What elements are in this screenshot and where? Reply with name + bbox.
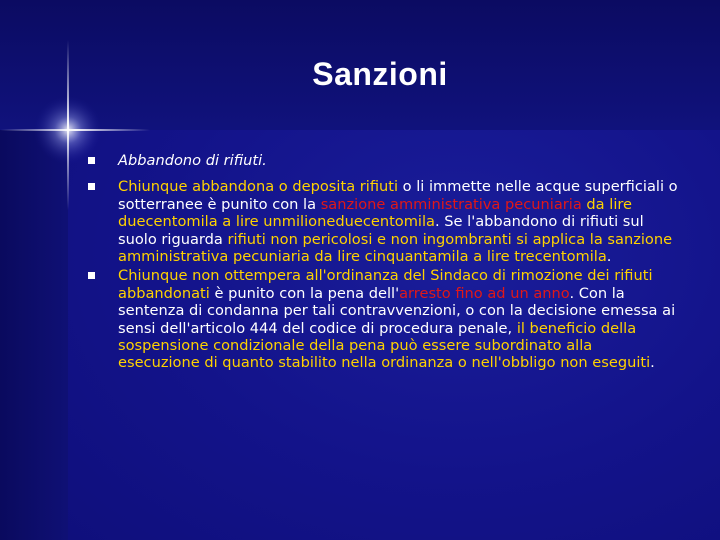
bullet-text-segment: o li immette nelle acque superficiali o sotterranee è punito con la xyxy=(118,178,678,213)
square-bullet-icon xyxy=(88,157,95,164)
bullet-text-segment: . xyxy=(650,354,655,372)
bullet-item xyxy=(88,178,678,265)
bullet-text-segment: è punito con la pena dell' xyxy=(209,284,400,302)
bullet-text-segment: . Con la sentenza di condanna per tali contravvenzioni, o con la decisione emessa ai sensi dell'articolo 444 del codice di procedura penale, xyxy=(118,284,676,337)
bullet-item xyxy=(88,267,678,371)
bullet-item xyxy=(88,152,678,169)
square-bullet-icon xyxy=(88,272,95,279)
bullet-text-segment: sanzione amministrativa pecuniaria xyxy=(320,195,582,213)
bullet-text-segment: Chiunque non ottempera all'ordinanza del Sindaco di rimozione dei rifiuti abbandonati xyxy=(118,267,653,302)
bullet-list xyxy=(88,152,678,374)
bullet-text-segment: rifiuti non pericolosi e non ingombranti si applica la sanzione amministrativa pecuniaria da lire cinquantamila a lire trecentomila xyxy=(118,230,673,266)
slide-title: Sanzioni xyxy=(312,56,448,92)
bullet-text-segment: Chiunque abbandona o deposita rifiuti xyxy=(118,178,399,196)
bullet-text-segment: . xyxy=(606,248,612,266)
bullet-text-segment: Abbandono di rifiuti. xyxy=(118,152,267,169)
bullet-text-segment: il beneficio della sospensione condizionale della pena può essere subordinato alla esecuzione di quanto stabilito nella ordinanza o nell'obbligo non eseguiti xyxy=(118,319,651,372)
bullet-text-segment: da lire duecentomila a lire unmilioneduecentomila xyxy=(118,195,633,231)
square-bullet-icon xyxy=(88,183,95,190)
bullet-text-segment: . Se l'abbandono di rifiuti sul suolo riguarda xyxy=(118,213,644,248)
bullet-text-segment: arresto fino ad un anno xyxy=(399,284,570,302)
